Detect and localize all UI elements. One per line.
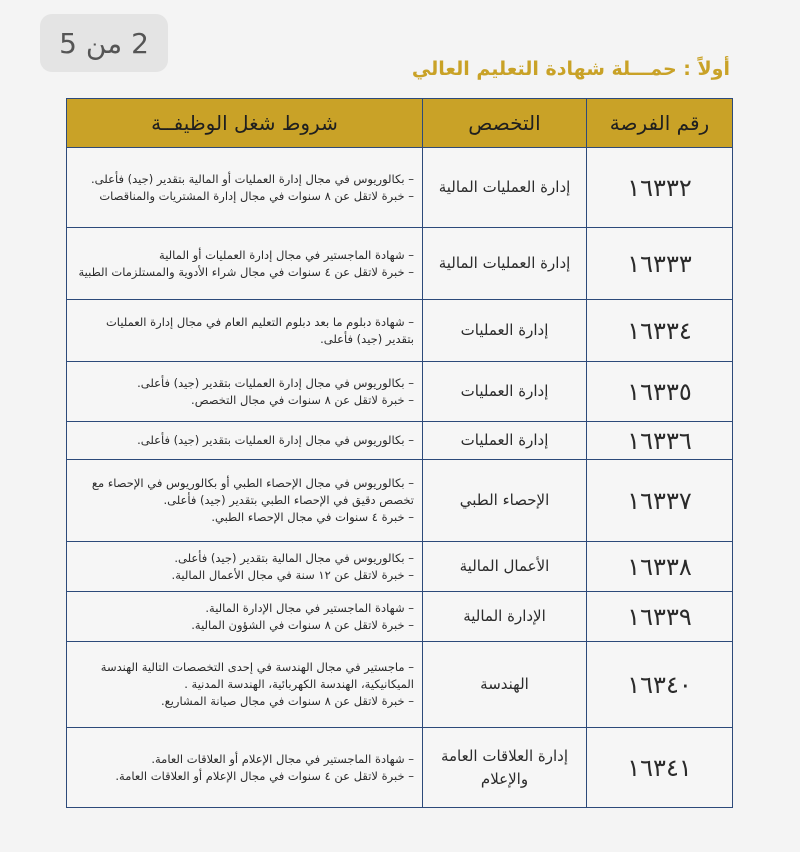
condition-item: – شهادة الماجستير في مجال الإعلام أو العلاقات العامة. [75,751,414,768]
condition-item: – بكالوريوس في مجال إدارة العمليات أو المالية بتقدير (جيد) فأعلى. [75,171,414,188]
specialty: الأعمال المالية [423,542,587,592]
condition-item: – بكالوريوس في مجال إدارة العمليات بتقدير (جيد) فأعلى. [75,375,414,392]
job-conditions [67,460,423,542]
job-conditions [67,592,423,642]
condition-item: – خبرة لاتقل عن ١٢ سنة في مجال الأعمال المالية. [75,567,414,584]
specialty: إدارة العمليات المالية [423,228,587,300]
opportunity-number: ١٦٣٣٣ [587,228,733,300]
table-row [67,642,733,728]
specialty: الهندسة [423,642,587,728]
job-conditions [67,642,423,728]
condition-item: – شهادة الماجستير في مجال إدارة العمليات أو المالية [75,247,414,264]
table-row [67,228,733,300]
specialty: إدارة العمليات [423,422,587,460]
job-conditions [67,362,423,422]
condition-item: – خبرة لاتقل عن ٤ سنوات في مجال الإعلام أو العلاقات العامة. [75,768,414,785]
table-row [67,362,733,422]
table-row [67,422,733,460]
specialty: الإحصاء الطبي [423,460,587,542]
condition-item: – خبرة لاتقل عن ٨ سنوات في مجال إدارة المشتريات والمناقصات [75,188,414,205]
table-row [67,300,733,362]
section-title: أولاً : حمـــلة شهادة التعليم العالي [411,58,730,80]
condition-item: – شهادة الماجستير في مجال الإدارة المالية. [75,600,414,617]
opportunity-number: ١٦٣٣٧ [587,460,733,542]
opportunity-number: ١٦٣٤١ [587,728,733,808]
opportunity-number: ١٦٣٣٩ [587,592,733,642]
condition-item: – شهادة دبلوم ما بعد دبلوم التعليم العام في مجال إدارة العمليات بتقدير (جيد) فأعلى. [75,314,414,347]
condition-item: – خبرة لاتقل عن ٤ سنوات في مجال شراء الأدوية والمستلزمات الطبية [75,264,414,281]
table-row [67,542,733,592]
header-specialty: التخصص [423,99,587,148]
page-indicator: 2 من 5 [40,14,168,72]
job-conditions [67,728,423,808]
opportunity-number: ١٦٣٣٦ [587,422,733,460]
job-conditions [67,422,423,460]
job-conditions [67,228,423,300]
header-conditions: شروط شغل الوظيفــة [67,99,423,148]
job-conditions [67,300,423,362]
condition-item: – خبرة ٤ سنوات في مجال الإحصاء الطبي. [75,509,414,526]
job-conditions [67,148,423,228]
table-row [67,148,733,228]
condition-item: – خبرة لاتقل عن ٨ سنوات في مجال صيانة المشاريع. [75,693,414,710]
job-conditions [67,542,423,592]
jobs-table [66,98,733,808]
specialty: إدارة العمليات [423,362,587,422]
condition-item: – خبرة لاتقل عن ٨ سنوات في الشؤون المالية. [75,617,414,634]
opportunity-number: ١٦٣٣٤ [587,300,733,362]
condition-item: – ماجستير في مجال الهندسة في إحدى التخصصات التالية الهندسة الميكانيكية، الهندسة الكهربائية، الهندسة المدنية . [75,659,414,692]
specialty: إدارة العلاقات العامة والإعلام [423,728,587,808]
header-number: رقم الفرصة [587,99,733,148]
specialty: إدارة العمليات المالية [423,148,587,228]
condition-item: – بكالوريوس في مجال الإحصاء الطبي أو بكالوريوس في الإحصاء مع تخصص دقيق في الإحصاء الطبي بتقدير (جيد) فأعلى. [75,475,414,508]
table-row [67,728,733,808]
condition-item: – بكالوريوس في مجال إدارة العمليات بتقدير (جيد) فأعلى. [75,432,414,449]
table-header-row [67,99,733,148]
table-row [67,592,733,642]
opportunity-number: ١٦٣٤٠ [587,642,733,728]
specialty: إدارة العمليات [423,300,587,362]
opportunity-number: ١٦٣٣٢ [587,148,733,228]
table-row [67,460,733,542]
specialty: الإدارة المالية [423,592,587,642]
condition-item: – خبرة لاتقل عن ٨ سنوات في مجال التخصص. [75,392,414,409]
opportunity-number: ١٦٣٣٨ [587,542,733,592]
condition-item: – بكالوريوس في مجال المالية بتقدير (جيد) فأعلى. [75,550,414,567]
opportunity-number: ١٦٣٣٥ [587,362,733,422]
